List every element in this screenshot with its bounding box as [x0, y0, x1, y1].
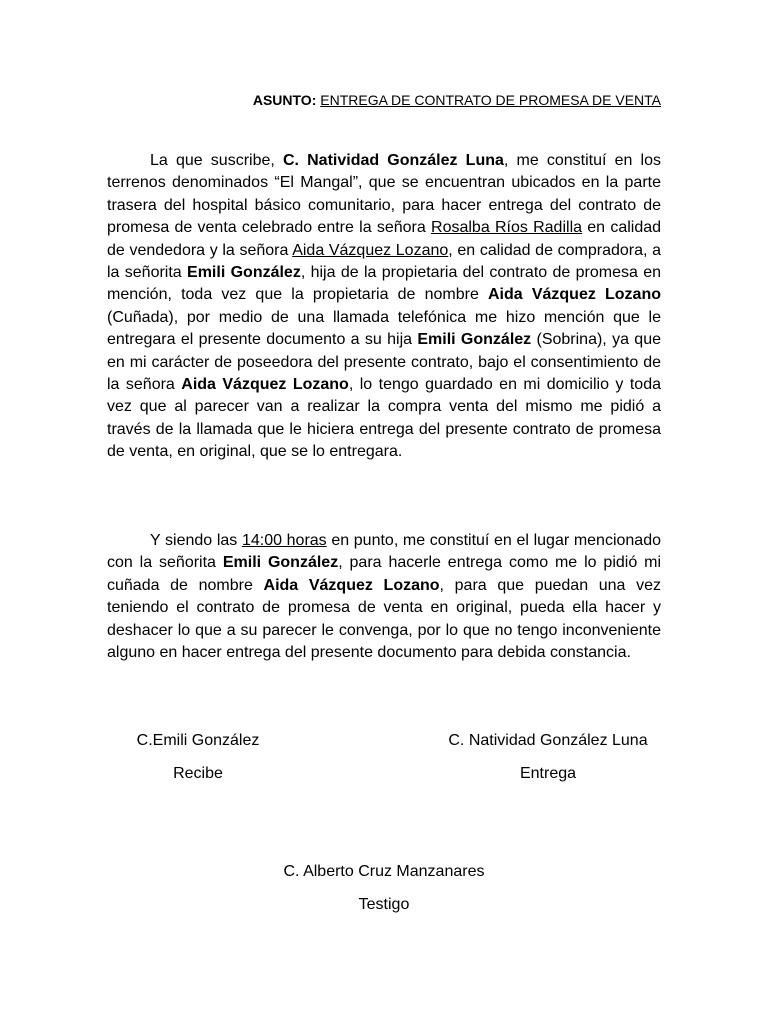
- paragraph-2-bold-2: Aida Vázquez Lozano: [263, 576, 440, 594]
- paragraph-2-text-1: Y siendo las: [150, 532, 242, 549]
- paragraph-1: [107, 150, 661, 464]
- subject-line: [253, 91, 661, 109]
- paragraph-1-bold-3: Aida Vázquez Lozano: [488, 286, 661, 304]
- paragraph-1-underline-2: Aida Vázquez Lozano: [292, 241, 449, 259]
- subject-label: ASUNTO:: [252, 92, 317, 108]
- paragraph-1-text-7: (Sobrina), ya que en mi carácter de poseedora del presente contrato, bajo el consentimiento de la señora: [107, 331, 661, 394]
- deliverer-role: Entrega: [519, 765, 577, 782]
- paragraph-1-text-1: La que suscribe,: [150, 152, 283, 169]
- paragraph-1-bold-4: Emili González: [417, 331, 532, 349]
- witness-role: Testigo: [358, 896, 410, 913]
- paragraph-1-text-4: , en calidad de compradora, a la señorita: [107, 241, 662, 282]
- paragraph-1-text-8: , lo tengo guardado en mi domicilio y toda vez que al parecer van a realizar la compra venta del mismo me pidió a través de la llamada que le hiciera entrega del presente contrato de promesa de venta, en original, que se lo entregara.: [107, 376, 662, 461]
- receiver-role: Recibe: [173, 765, 223, 782]
- deliverer-name: C. Natividad González Luna: [448, 732, 648, 749]
- signature-deliverer: [424, 731, 672, 784]
- paragraph-2: [107, 530, 661, 664]
- witness-name: C. Alberto Cruz Manzanares: [283, 863, 485, 880]
- paragraph-1-bold-2: Emili González: [187, 264, 301, 282]
- paragraph-1-text-6: (Cuñada), por medio de una llamada telefónica me hizo mención que le entregara el presente documento a su hija: [107, 308, 661, 349]
- paragraph-2-underline-1: 14:00 horas: [241, 532, 327, 549]
- paragraph-1-text-5: , hija de la propietaria del contrato de promesa en mención, toda vez que la propietaria de nombre: [107, 264, 661, 304]
- receiver-name: C.Emili González: [136, 732, 260, 749]
- signature-witness: [234, 862, 534, 915]
- paragraph-2-bold-1: Emili González: [222, 554, 339, 572]
- paragraph-2-text-4: , para que puedan una vez teniendo el contrato de promesa de venta en original, pueda ella hacer y deshacer lo que a su parecer le convenga, por lo que no tengo inconveniente alguno en hacer entrega del presente documento para debida constancia.: [107, 576, 662, 662]
- paragraph-2-text-3: , para hacerle entrega como me lo pidió mi cuñada de nombre: [107, 554, 661, 594]
- paragraph-1-text-2: , me constituí en los terrenos denominados “El Mangal”, que se encuentran ubicados en la parte trasera del hospital básico comunitario, para hacer entrega del contrato de promesa de venta celebrado entre la señora: [107, 152, 661, 237]
- paragraph-2-text-2: en punto, me constituí en el lugar mencionado con la señorita: [107, 532, 661, 572]
- paragraph-1-underline-1: Rosalba Ríos Radilla: [431, 219, 583, 237]
- signature-receiver: [100, 731, 296, 784]
- paragraph-1-bold-5: Aida Vázquez Lozano: [181, 376, 349, 394]
- paragraph-1-bold-1: C. Natividad González Luna: [282, 152, 504, 169]
- paragraph-1-text-3: en calidad de vendedora y la señora: [107, 219, 662, 259]
- subject-value: ENTREGA DE CONTRATO DE PROMESA DE VENTA: [320, 92, 661, 108]
